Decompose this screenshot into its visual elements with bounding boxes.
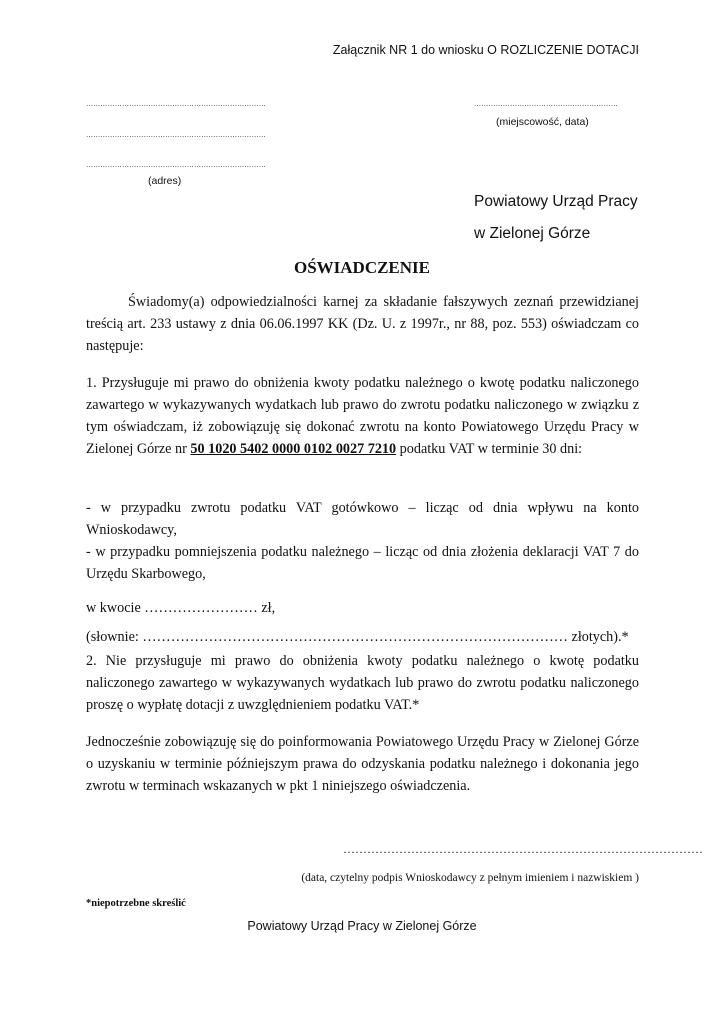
bullet-1: - w przypadku zwrotu podatku VAT gotówkowo – licząc od dnia wpływu na konto Wnioskodawcy, bbox=[86, 500, 639, 538]
point-1-text-a: 1. Przysługuje mi prawo do obniżenia kwoty podatku należnego o kwotę podatku naliczonego zawartego w wykazywanych wydatkach lub prawo do zwrotu podatku naliczonego w związku z tym oświadczam, iż zobowiązuję się dokonać zwrotu na konto Powiatowego Urzędu Pracy w Zielonej Górze nr bbox=[86, 375, 639, 457]
commitment-text: Jednocześnie zobowiązuję się do poinformowania Powiatowego Urzędu Pracy w Zielonej Górze o uzyskaniu w terminie późniejszym prawa do odzyskania podatku należnego i dokonania jego zwrotu w terminach wskazanych w pkt 1 niniejszego oświadczenia. bbox=[86, 734, 639, 794]
address-line-3: ………………………………………………………………… bbox=[86, 161, 266, 169]
signature-line: ……………………………………………………………………………… bbox=[343, 842, 703, 856]
address-line-2: ………………………………………………………………… bbox=[86, 131, 266, 139]
amount-line: w kwocie …………………… zł, bbox=[86, 600, 276, 616]
commitment-paragraph bbox=[86, 731, 639, 797]
amount-words-line: (słownie: ……………………………………………………………………………… złotych).* bbox=[86, 629, 629, 645]
page-footer: Powiatowy Urząd Pracy w Zielonej Górze bbox=[247, 919, 477, 933]
address-label: (adres) bbox=[148, 175, 182, 187]
bullet-2: - w przypadku pomniejszenia podatku należnego – licząc od dnia złożenia deklaracji VAT 7 do Urzędu Skarbowego, bbox=[86, 544, 639, 582]
footnote: *niepotrzebne skreślić bbox=[86, 898, 186, 909]
point-2-text: 2. Nie przysługuje mi prawo do obniżenia kwoty podatku należnego o kwotę podatku naliczonego zawartego w wykazywanych wydatkach lub prawo do zwrotu podatku naliczonego proszę o wypłatę dotacji z uwzględnieniem podatku VAT.* bbox=[86, 653, 639, 713]
point-1-text-b: podatku VAT w terminie 30 dni: bbox=[396, 441, 583, 457]
document-title: OŚWIADCZENIE bbox=[293, 258, 431, 277]
bullet-list bbox=[86, 497, 639, 585]
address-line-1: ………………………………………………………………… bbox=[86, 100, 266, 108]
account-number: 50 1020 5402 0000 0102 0027 7210 bbox=[190, 441, 397, 457]
intro-paragraph bbox=[86, 291, 639, 357]
point-2 bbox=[86, 650, 639, 716]
recipient-line-1: Powiatowy Urząd Pracy bbox=[474, 193, 638, 210]
signature-label: (data, czytelny podpis Wnioskodawcy z pełnym imieniem i nazwiskiem ) bbox=[301, 872, 639, 884]
place-date-line: …………………………………………………… bbox=[474, 100, 618, 108]
point-1 bbox=[86, 372, 639, 460]
annex-header: Załącznik NR 1 do wniosku O ROZLICZENIE DOTACJI bbox=[332, 43, 639, 57]
intro-text: Świadomy(a) odpowiedzialności karnej za składanie fałszywych zeznań przewidzianej treścią art. 233 ustawy z dnia 06.06.1997 KK (Dz. U. z 1997r., nr 88, poz. 553) oświadczam co następuje: bbox=[86, 294, 639, 354]
recipient-line-2: w Zielonej Górze bbox=[474, 225, 591, 242]
place-date-label: (miejscowość, data) bbox=[496, 116, 589, 128]
